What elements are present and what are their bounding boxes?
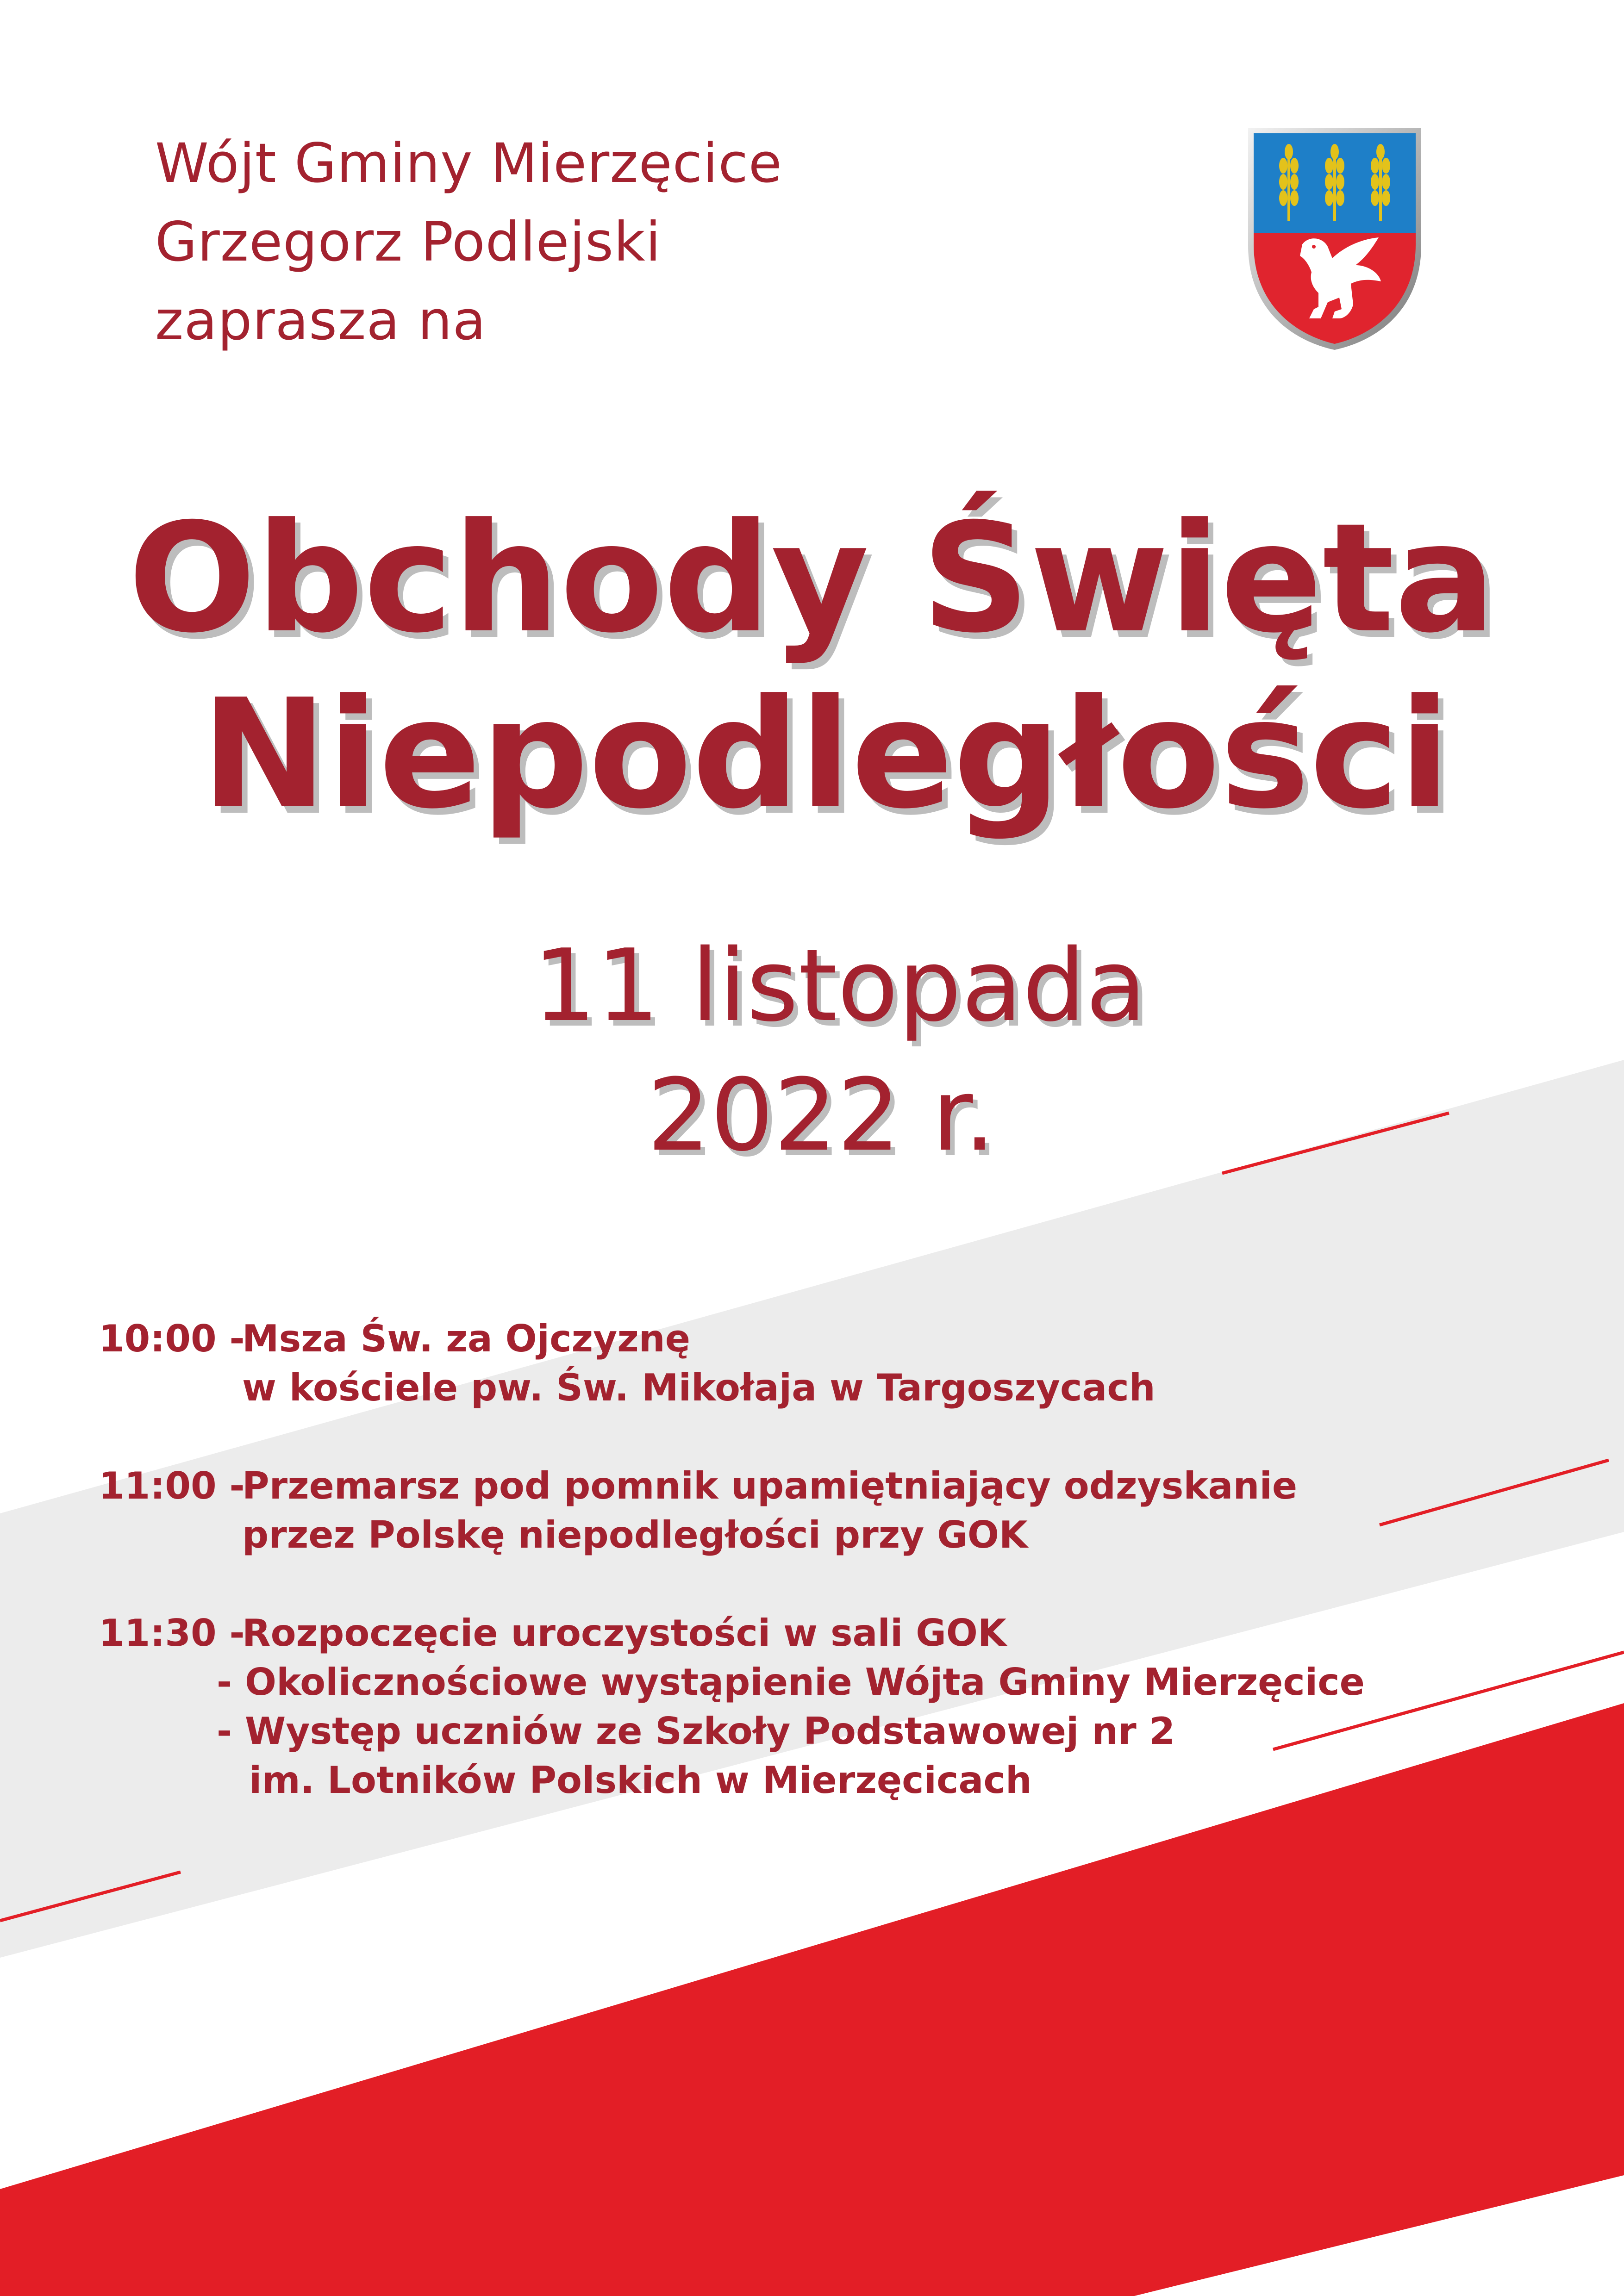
schedule-text: - Okolicznościowe wystąpienie Wójta Gminy Mierzęcice: [217, 1661, 1365, 1704]
schedule-time: 11:30 -: [99, 1612, 245, 1655]
schedule-text: w kościele pw. Św. Mikołaja w Targoszycach: [242, 1366, 1156, 1409]
schedule-text: - Występ uczniów ze Szkoły Podstawowej nr 2: [217, 1710, 1175, 1753]
event-title-line-1: Obchody Święta: [128, 491, 1496, 666]
schedule-text: im. Lotników Polskich w Mierzęcicach: [249, 1759, 1032, 1802]
event-date-year: 2022 r.: [647, 1057, 996, 1173]
event-date-day: 11 listopada: [533, 927, 1147, 1044]
event-title-line-2: Niepodległości: [201, 666, 1451, 842]
schedule-text: przez Polskę niepodległości przy GOK: [242, 1513, 1028, 1556]
invitation-invites: zaprasza na: [155, 289, 487, 352]
invitation-host: Wójt Gminy Mierzęcice: [155, 131, 782, 195]
coat-of-arms-icon: [1240, 119, 1430, 351]
schedule-text: Msza Św. za Ojczyznę: [242, 1317, 691, 1360]
invitation-name: Grzegorz Podlejski: [155, 210, 662, 274]
schedule: [99, 1314, 1365, 1854]
schedule-entry: [99, 1462, 1365, 1560]
schedule-entry: [99, 1609, 1365, 1805]
schedule-time: 11:00 -: [99, 1464, 245, 1507]
schedule-time: 10:00 -: [99, 1317, 245, 1360]
schedule-text: Rozpoczęcie uroczystości w sali GOK: [242, 1612, 1006, 1655]
schedule-entry: [99, 1314, 1365, 1412]
invitation-block: [155, 124, 782, 360]
schedule-text: Przemarsz pod pomnik upamiętniający odzyskanie: [242, 1464, 1298, 1507]
